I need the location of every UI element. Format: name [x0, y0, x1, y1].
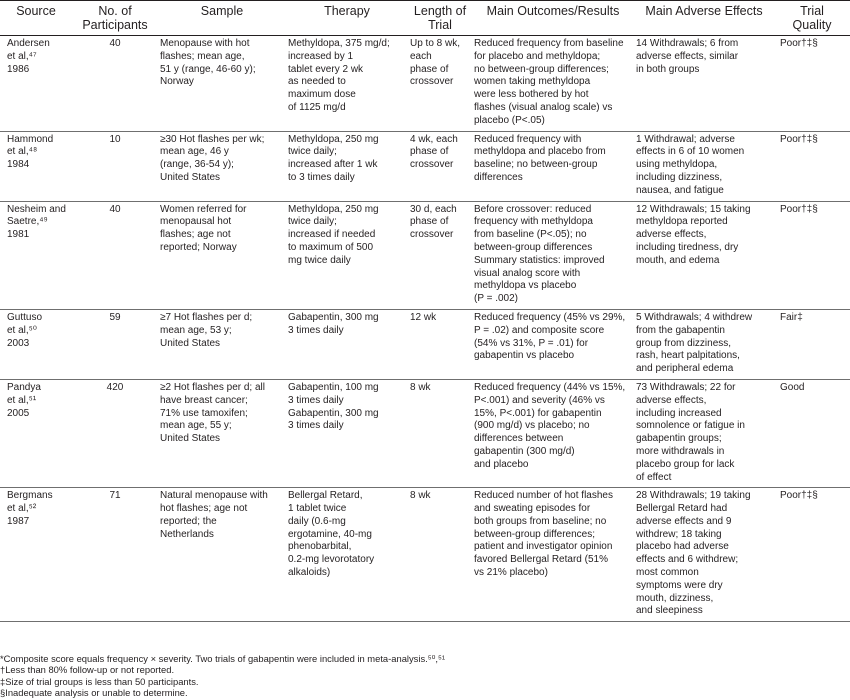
cell-adverse: 73 Withdrawals; 22 for adverse effects, including increased somnolence or fatigue in gabapentin groups; more withdrawals in placebo group for lack of effect — [634, 379, 774, 487]
table-header-row — [0, 1, 850, 36]
col-header-length: Length of Trial — [408, 1, 472, 36]
cell-therapy: Methyldopa, 250 mg twice daily; increased after 1 wk to 3 times daily — [286, 131, 408, 201]
cell-outcomes: Reduced frequency with methyldopa and placebo from baseline; no between-group differences — [472, 131, 634, 201]
cell-quality: Good — [774, 379, 850, 487]
cell-sample: ≥2 Hot flashes per d; all have breast cancer; 71% use tamoxifen; mean age, 55 y; United States — [158, 379, 286, 487]
cell-source: Guttuso et al,⁵⁰ 2003 — [0, 309, 72, 379]
cell-source: Andersen et al,⁴⁷ 1986 — [0, 36, 72, 132]
cell-length: 8 wk — [408, 488, 472, 622]
cell-quality: Fair‡ — [774, 309, 850, 379]
table-row — [0, 131, 850, 201]
cell-participants: 420 — [72, 379, 158, 487]
cell-adverse: 1 Withdrawal; adverse effects in 6 of 10 women using methyldopa, including dizziness, nausea, and fatigue — [634, 131, 774, 201]
cell-adverse: 14 Withdrawals; 6 from adverse effects, similar in both groups — [634, 36, 774, 132]
cell-length: 12 wk — [408, 309, 472, 379]
footnote: §Inadequate analysis or unable to determine. — [0, 687, 188, 699]
cell-source: Nesheim and Saetre,⁴⁹ 1981 — [0, 201, 72, 309]
cell-sample: Natural menopause with hot flashes; age not reported; the Netherlands — [158, 488, 286, 622]
cell-sample: Menopause with hot flashes; mean age, 51 y (range, 46-60 y); Norway — [158, 36, 286, 132]
cell-outcomes: Reduced frequency (45% vs 29%, P = .02) and composite score (54% vs 31%, P = .01) for gabapentin vs placebo — [472, 309, 634, 379]
cell-source: Bergmans et al,⁵² 1987 — [0, 488, 72, 622]
cell-sample: ≥30 Hot flashes per wk; mean age, 46 y (range, 36-54 y); United States — [158, 131, 286, 201]
col-header-source: Source — [0, 1, 72, 36]
col-header-participants: No. of Participants — [72, 1, 158, 36]
col-header-therapy: Therapy — [286, 1, 408, 36]
cell-length: 4 wk, each phase of crossover — [408, 131, 472, 201]
footnotes — [0, 653, 850, 699]
cell-sample: Women referred for menopausal hot flashes; age not reported; Norway — [158, 201, 286, 309]
cell-adverse: 12 Withdrawals; 15 taking methyldopa reported adverse effects, including tiredness, dry mouth, and edema — [634, 201, 774, 309]
table-row — [0, 488, 850, 622]
cell-quality: Poor†‡§ — [774, 36, 850, 132]
cell-therapy: Gabapentin, 300 mg 3 times daily — [286, 309, 408, 379]
col-header-outcomes: Main Outcomes/Results — [472, 1, 634, 36]
cell-outcomes: Reduced frequency (44% vs 15%, P<.001) and severity (46% vs 15%, P<.001) for gabapentin (900 mg/d) vs placebo; no differences between gabapentin (300 mg/d) and placebo — [472, 379, 634, 487]
cell-therapy: Methyldopa, 375 mg/d; increased by 1 tablet every 2 wk as needed to maximum dose of 1125 mg/d — [286, 36, 408, 132]
cell-source: Pandya et al,⁵¹ 2005 — [0, 379, 72, 487]
cell-therapy: Gabapentin, 100 mg 3 times daily Gabapentin, 300 mg 3 times daily — [286, 379, 408, 487]
cell-length: 30 d, each phase of crossover — [408, 201, 472, 309]
table-row — [0, 309, 850, 379]
col-header-sample: Sample — [158, 1, 286, 36]
table-row — [0, 201, 850, 309]
cell-quality: Poor†‡§ — [774, 131, 850, 201]
cell-quality: Poor†‡§ — [774, 488, 850, 622]
cell-source: Hammond et al,⁴⁸ 1984 — [0, 131, 72, 201]
footnote: *Composite score equals frequency × severity. Two trials of gabapentin were included in meta-analysis.⁵⁰,⁵¹ — [0, 653, 445, 664]
cell-therapy: Bellergal Retard, 1 tablet twice daily (0.6-mg ergotamine, 40-mg phenobarbital, 0.2-mg levorotatory alkaloids) — [286, 488, 408, 622]
table-row — [0, 36, 850, 132]
cell-length: 8 wk — [408, 379, 472, 487]
cell-participants: 40 — [72, 201, 158, 309]
footnote: †Less than 80% follow-up or not reported. — [0, 664, 175, 676]
footnote: ‡Size of trial groups is less than 50 participants. — [0, 675, 199, 687]
cell-participants: 59 — [72, 309, 158, 379]
cell-outcomes: Before crossover: reduced frequency with methyldopa from baseline (P<.05); no between-group differences Summary statistics: improved visual analog score with methyldopa vs placebo (P = .002) — [472, 201, 634, 309]
table-row — [0, 379, 850, 487]
cell-participants: 71 — [72, 488, 158, 622]
col-header-quality: Trial Quality — [774, 1, 850, 36]
cell-outcomes: Reduced number of hot flashes and sweating episodes for both groups from baseline; no between-group differences; patient and investigator opinion favored Bellergal Retard (51% vs 21% placebo) — [472, 488, 634, 622]
cell-adverse: 5 Withdrawals; 4 withdrew from the gabapentin group from dizziness, rash, heart palpitations, and peripheral edema — [634, 309, 774, 379]
col-header-adverse: Main Adverse Effects — [634, 1, 774, 36]
cell-adverse: 28 Withdrawals; 19 taking Bellergal Retard had adverse effects and 9 withdrew; 18 taking placebo had adverse effects and 6 withdrew; most common symptoms were dry mouth, dizziness, and sleepiness — [634, 488, 774, 622]
cell-quality: Poor†‡§ — [774, 201, 850, 309]
cell-length: Up to 8 wk, each phase of crossover — [408, 36, 472, 132]
cell-sample: ≥7 Hot flashes per d; mean age, 53 y; United States — [158, 309, 286, 379]
cell-participants: 10 — [72, 131, 158, 201]
cell-therapy: Methyldopa, 250 mg twice daily; increased if needed to maximum of 500 mg twice daily — [286, 201, 408, 309]
cell-outcomes: Reduced frequency from baseline for placebo and methyldopa; no between-group differences; women taking methyldopa were less bothered by hot flashes (visual analog scale) vs placebo (P<.05) — [472, 36, 634, 132]
cell-participants: 40 — [72, 36, 158, 132]
